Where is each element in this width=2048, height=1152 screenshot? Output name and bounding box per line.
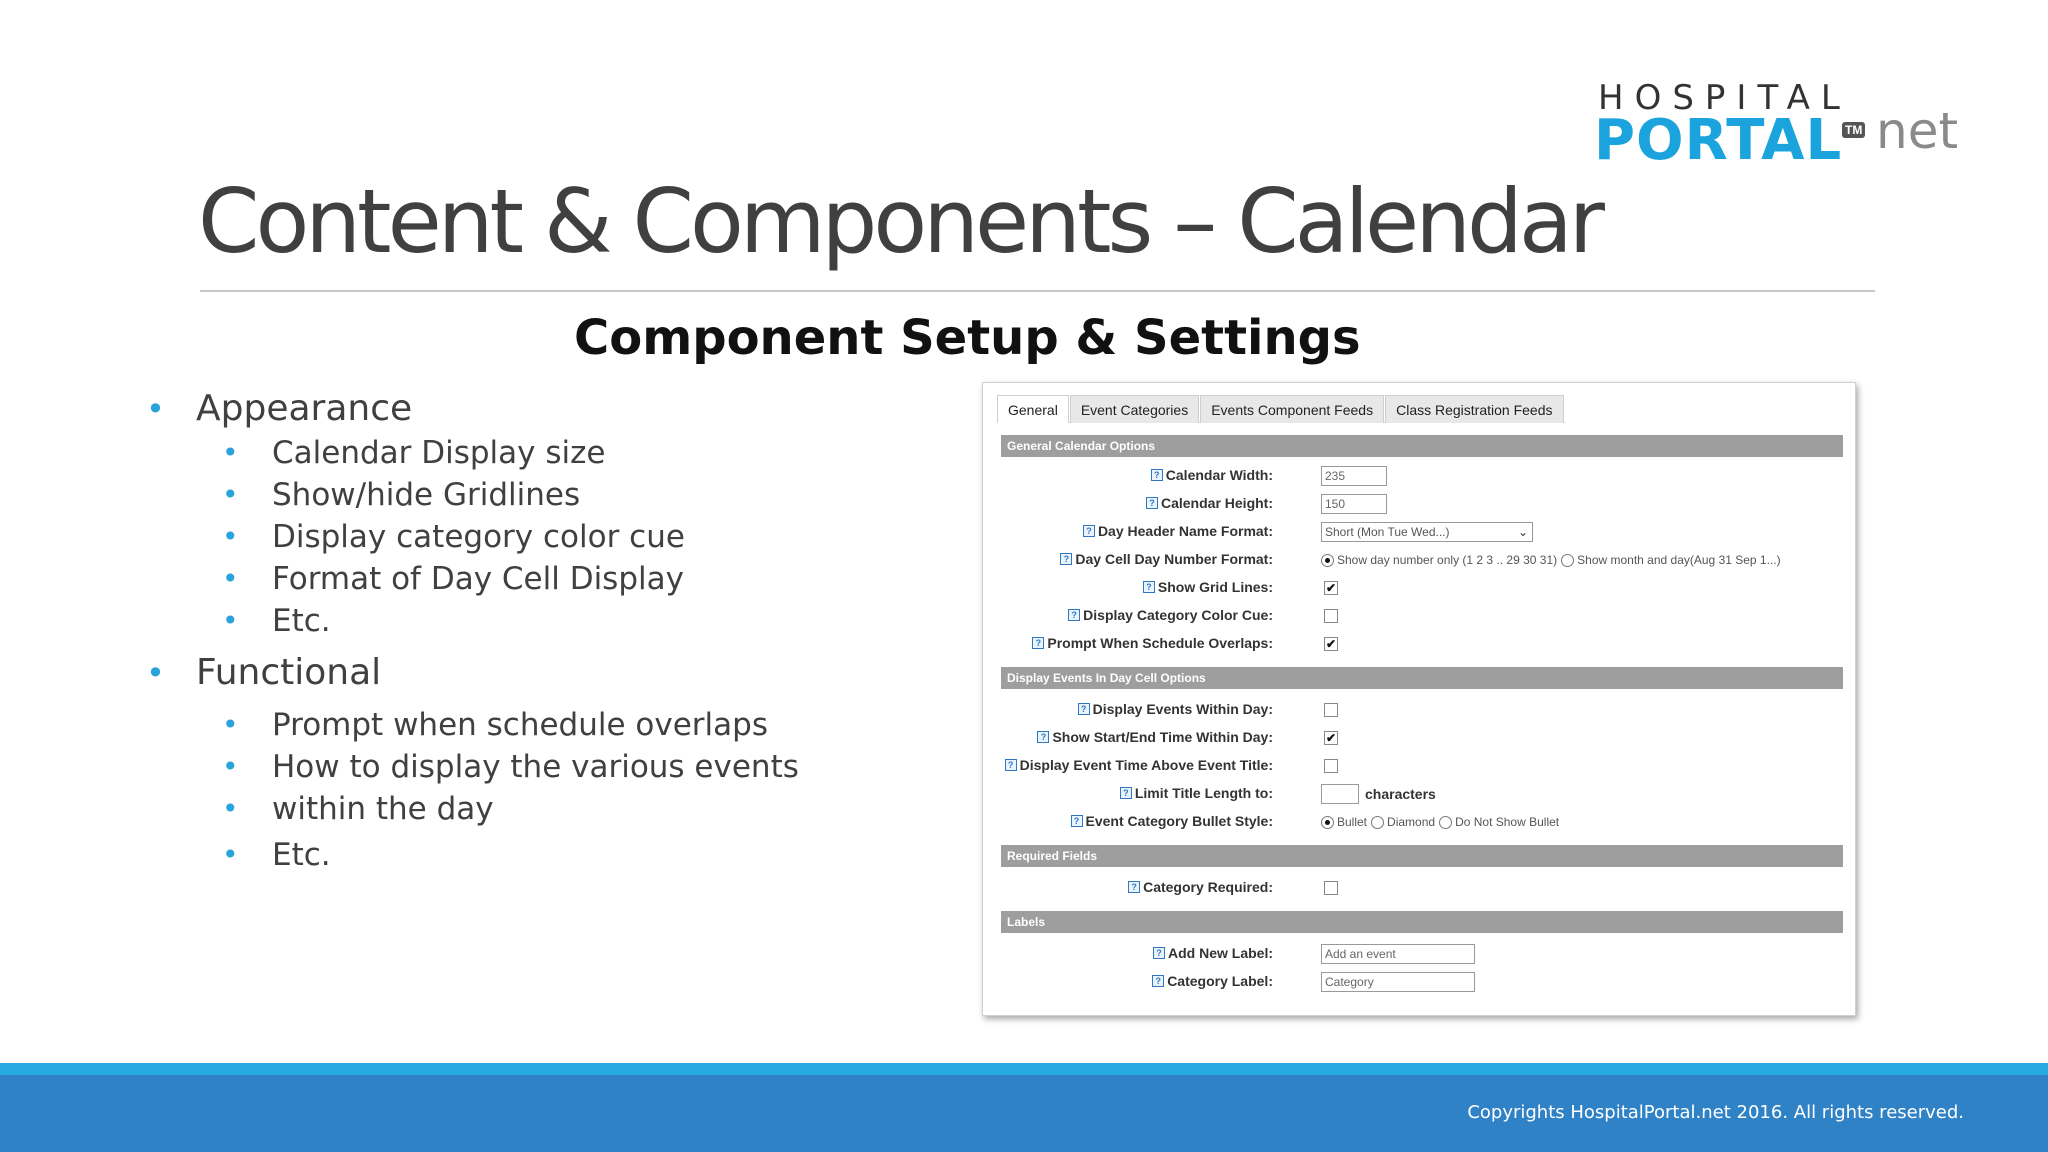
diamond-radio[interactable]: [1371, 816, 1384, 829]
help-icon[interactable]: ?: [1083, 525, 1095, 537]
field-label: Day Cell Day Number Format:: [1075, 551, 1273, 567]
footer-accent-band: [0, 1063, 2048, 1075]
bullet-item: • Etc.: [142, 834, 842, 876]
field-label: Category Required:: [1143, 879, 1273, 895]
field-label: Calendar Height:: [1160, 495, 1273, 511]
help-icon[interactable]: ?: [1143, 581, 1155, 593]
prompt-overlaps-checkbox[interactable]: ✔: [1325, 637, 1337, 651]
tab-bar: [997, 395, 1565, 423]
help-icon[interactable]: ?: [1153, 947, 1165, 959]
start-end-time-checkbox[interactable]: ✔: [1325, 731, 1337, 745]
radio-label: Do Not Show Bullet: [1455, 815, 1560, 829]
category-color-cue-checkbox[interactable]: [1324, 609, 1338, 623]
radio-label: Show day number only (1 2 3 .. 29 30 31): [1337, 553, 1558, 567]
help-icon[interactable]: ?: [1060, 553, 1072, 565]
bullet-item: • Calendar Display size: [142, 432, 842, 474]
chevron-down-icon: ⌄: [1517, 525, 1528, 539]
radio-label: Diamond: [1387, 815, 1436, 829]
row-calendar-height: [983, 493, 1857, 515]
section-day-cell-options: Display Events In Day Cell Options: [1001, 667, 1843, 689]
row-prompt-overlaps: [983, 633, 1857, 655]
field-label: Display Event Time Above Event Title:: [1019, 757, 1273, 773]
hospital-portal-logo: [1594, 78, 1959, 173]
bullet-item: • Format of Day Cell Display: [142, 558, 842, 600]
settings-screenshot-panel: [982, 382, 1856, 1016]
title-divider: [200, 290, 1875, 292]
radio-label: Show month and day(Aug 31 Sep 1...): [1577, 553, 1781, 567]
section-labels: Labels: [1001, 911, 1843, 933]
row-limit-title-length: [983, 783, 1857, 805]
select-value: Short (Mon Tue Wed...): [1325, 525, 1450, 539]
help-icon[interactable]: ?: [1120, 787, 1132, 799]
row-day-header-format: [983, 521, 1857, 543]
help-icon[interactable]: ?: [1037, 731, 1049, 743]
tab-class-registration-feeds[interactable]: Class Registration Feeds: [1385, 395, 1563, 423]
logo-line2: PORTAL: [1594, 108, 1843, 173]
row-events-within-day: [983, 699, 1857, 721]
help-icon[interactable]: ?: [1068, 609, 1080, 621]
day-number-only-radio[interactable]: [1321, 554, 1334, 567]
help-icon[interactable]: ?: [1078, 703, 1090, 715]
field-label: Show Start/End Time Within Day:: [1052, 729, 1273, 745]
tab-events-component-feeds[interactable]: Events Component Feeds: [1200, 395, 1384, 423]
bullet-item-continuation: • within the day: [142, 788, 842, 830]
time-above-title-checkbox[interactable]: [1324, 759, 1338, 773]
bullet-list: [142, 386, 842, 876]
add-new-label-input[interactable]: Add an event: [1321, 944, 1475, 964]
limit-title-length-input[interactable]: [1321, 784, 1359, 804]
field-label: Display Events Within Day:: [1092, 701, 1273, 717]
row-bullet-style: [983, 811, 1857, 833]
slide-subtitle: Component Setup & Settings: [574, 310, 1361, 366]
row-show-grid-lines: [983, 577, 1857, 599]
row-calendar-width: [983, 465, 1857, 487]
calendar-height-input[interactable]: 150: [1321, 494, 1387, 514]
field-label: Category Label:: [1167, 973, 1273, 989]
category-label-input[interactable]: Category: [1321, 972, 1475, 992]
tab-event-categories[interactable]: Event Categories: [1070, 395, 1199, 423]
calendar-width-input[interactable]: 235: [1321, 466, 1387, 486]
row-category-required: [983, 877, 1857, 899]
no-bullet-radio[interactable]: [1439, 816, 1452, 829]
events-within-day-checkbox[interactable]: [1324, 703, 1338, 717]
row-add-new-label: [983, 943, 1857, 965]
help-icon[interactable]: ?: [1128, 881, 1140, 893]
field-label: Day Header Name Format:: [1097, 523, 1273, 539]
month-and-day-radio[interactable]: [1561, 554, 1574, 567]
slide-title: Content & Components – Calendar: [198, 170, 1601, 273]
field-label: Limit Title Length to:: [1134, 785, 1273, 801]
section-required-fields: Required Fields: [1001, 845, 1843, 867]
field-label: Prompt When Schedule Overlaps:: [1047, 635, 1273, 651]
field-label: Display Category Color Cue:: [1083, 607, 1273, 623]
help-icon[interactable]: ?: [1146, 497, 1158, 509]
row-day-cell-format: [983, 549, 1857, 571]
logo-suffix: net: [1876, 102, 1959, 160]
help-icon[interactable]: ?: [1152, 975, 1164, 987]
help-icon[interactable]: ?: [1151, 469, 1163, 481]
row-time-above-title: [983, 755, 1857, 777]
bullet-item: • Etc.: [142, 600, 842, 642]
characters-label: characters: [1365, 786, 1436, 802]
day-header-format-select[interactable]: [1321, 522, 1533, 542]
tab-general[interactable]: General: [997, 395, 1069, 423]
row-category-color-cue: [983, 605, 1857, 627]
row-start-end-time: [983, 727, 1857, 749]
field-label: Show Grid Lines:: [1157, 579, 1273, 595]
section-general-options: General Calendar Options: [1001, 435, 1843, 457]
help-icon[interactable]: ?: [1032, 637, 1044, 649]
bullet-item: • Show/hide Gridlines: [142, 474, 842, 516]
radio-label: Bullet: [1337, 815, 1368, 829]
logo-line1: HOSPITAL: [1598, 78, 1851, 118]
help-icon[interactable]: ?: [1071, 815, 1083, 827]
bullet-item: • Display category color cue: [142, 516, 842, 558]
field-label: Calendar Width:: [1165, 467, 1273, 483]
row-category-label: [983, 971, 1857, 993]
bullet-functional: • Functional: [142, 650, 842, 696]
copyright-text: Copyrights HospitalPortal.net 2016. All rights reserved.: [1467, 1102, 1964, 1123]
field-label: Event Category Bullet Style:: [1085, 813, 1273, 829]
bullet-radio[interactable]: [1321, 816, 1334, 829]
field-label: Add New Label:: [1167, 945, 1273, 961]
logo-tm: TM: [1842, 122, 1865, 138]
help-icon[interactable]: ?: [1005, 759, 1017, 771]
bullet-appearance: • Appearance: [142, 386, 842, 432]
show-grid-lines-checkbox[interactable]: ✔: [1325, 581, 1337, 595]
bullet-item: • Prompt when schedule overlaps: [142, 704, 842, 746]
bullet-item: • How to display the various events: [142, 746, 842, 788]
category-required-checkbox[interactable]: [1324, 881, 1338, 895]
